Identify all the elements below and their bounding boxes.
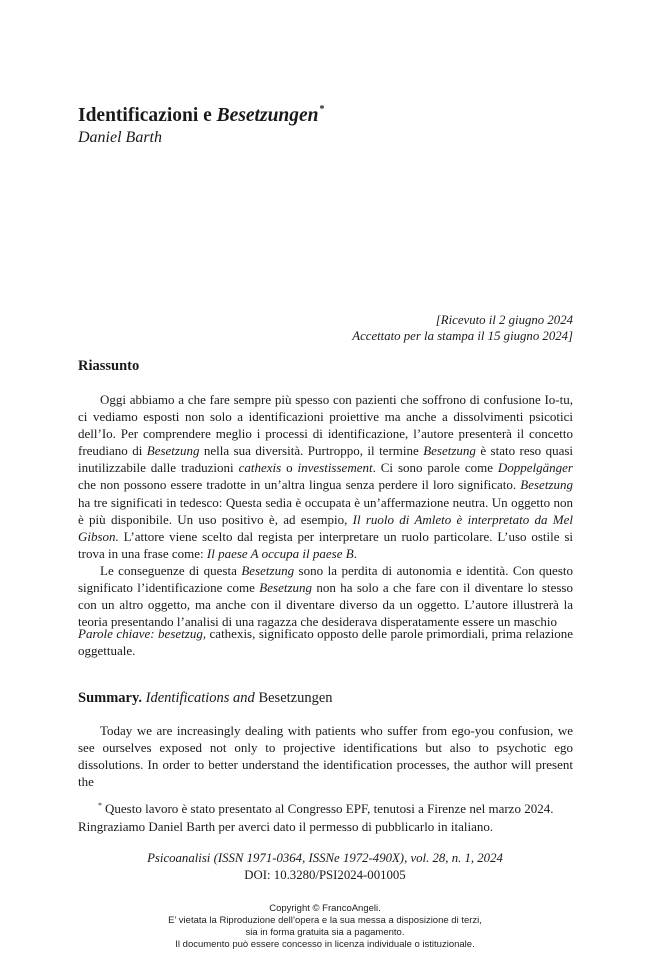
text-run: è stato reso quasi inutilizzabile dalle traduzioni	[78, 443, 574, 476]
text-run-italic: Doppelgänger	[497, 460, 573, 476]
text-run: o	[281, 460, 298, 476]
riassunto-heading: Riassunto	[78, 358, 140, 374]
copyright-line-1: Copyright © FrancoAngeli.	[269, 903, 381, 914]
text-run-italic: Besetzung	[520, 477, 573, 493]
author-name: Daniel Barth	[78, 129, 162, 146]
text-run: che non possono essere tradotte in un’altra lingua senza perdere il loro significato.	[78, 477, 521, 493]
copyright-notice	[0, 903, 650, 951]
footnote-mark: *	[98, 801, 102, 810]
riassunto-paragraph-1	[78, 391, 573, 562]
text-run: Le conseguenze di questa	[100, 562, 242, 578]
text-run-italic: Besetzung	[423, 443, 476, 459]
text-run: sono la perdita di autonomia e identità. Con questo significato l’identificazione come	[78, 562, 574, 596]
summary-heading	[78, 690, 333, 707]
text-run-italic: Besetzung	[146, 443, 200, 459]
title-main: Identificazioni e	[78, 105, 217, 126]
doi: DOI: 10.3280/PSI2024-001005	[244, 868, 406, 882]
text-run: .	[353, 545, 357, 561]
summary-heading-label: Summary.	[78, 690, 143, 706]
riassunto-body	[78, 391, 573, 630]
submission-dates	[352, 312, 573, 344]
text-run: non ha solo a che fare con il diventare lo stesso con un altro oggetto, ma anche con il diventare diverso da un oggetto. L’autore illustrerà la teoria presentando l’analisi di una ragazza che desiderava disperatamente essere un maschio	[78, 580, 573, 630]
journal-info	[0, 850, 650, 884]
journal-citation: Psicoanalisi (ISSN 1971-0364, ISSNe 1972-490X), vol. 28, n. 1, 2024	[147, 851, 503, 865]
footnote	[78, 797, 573, 835]
accepted-date: Accettato per la stampa il 15 giugno 2024]	[352, 329, 573, 343]
text-run: . Ci sono parole come	[372, 460, 498, 476]
summary-paragraph-1: Today we are increasingly dealing with patients who suffer from ego-you confusion, we see ourselves exposed not only to projective identifications but also to psychotic ego dissolutions. In order to better understand the identification processes, the author will present the	[78, 723, 573, 790]
summary-heading-tail: Besetzungen	[258, 690, 333, 706]
summary-body	[78, 722, 573, 790]
copyright-line-4: Il documento può essere concesso in licenza individuale o istituzionale.	[175, 939, 475, 950]
copyright-line-3: sia in forma gratuita sia a pagamento.	[245, 927, 405, 938]
text-run-italic: Il ruolo di Amleto è interpretato da Mel Gibson.	[78, 511, 573, 544]
text-run-italic: Il paese A occupa il paese B	[206, 545, 354, 561]
text-run-italic: Besetzung	[259, 580, 313, 596]
footnote-line-2: Ringraziamo Daniel Barth per averci dato il permesso di pubblicarlo in italiano.	[78, 818, 494, 834]
keywords-text: , cathexis, significato opposto delle parole primordiali, prima relazione oggettuale.	[78, 626, 574, 659]
title-italic: Besetzungen	[216, 105, 319, 126]
text-run: nella sua diversità. Purtroppo, il termine	[199, 443, 424, 459]
footnote-reference: *	[319, 104, 325, 115]
text-run: Oggi abbiamo a che fare sempre più spesso con pazienti che soffrono di confusione Io-tu, ci vediamo esposti non solo a identificazioni proiettive ma anche a dissolvimenti psicotici dell’Io. Per comprendere meglio i processi di identificazione, l’autore presenterà il concetto freudiano di	[78, 392, 573, 459]
article-title	[78, 104, 325, 127]
text-run: L’attore viene scelto dal regista per interpretare un ruolo particolare. L’uso ostile si trova in una frase come:	[78, 528, 573, 561]
copyright-line-2: E’ vietata la Riproduzione dell’opera e la sua messa a disposizione di terzi,	[168, 915, 482, 926]
text-run-italic: cathexis	[238, 460, 282, 476]
text-run-italic: Besetzung	[241, 562, 295, 578]
summary-heading-italic: Identifications and	[145, 690, 255, 706]
footnote-line-1	[78, 797, 573, 818]
footnote-text: Questo lavoro è stato presentato al Congresso EPF, tenutosi a Firenze nel marzo 2024.	[105, 801, 554, 816]
keywords	[78, 625, 573, 659]
received-date: [Ricevuto il 2 giugno 2024	[435, 313, 573, 327]
keywords-label: Parole chiave: besetzug	[78, 626, 203, 641]
riassunto-paragraph-2	[78, 562, 573, 630]
text-run-italic: investissement	[297, 460, 373, 476]
text-run: ha tre significati in tedesco: Questa sedia è occupata è un’affermazione neutra. Un oggetto non è più disponibile. Un uso positivo è, ad esempio,	[78, 494, 573, 527]
